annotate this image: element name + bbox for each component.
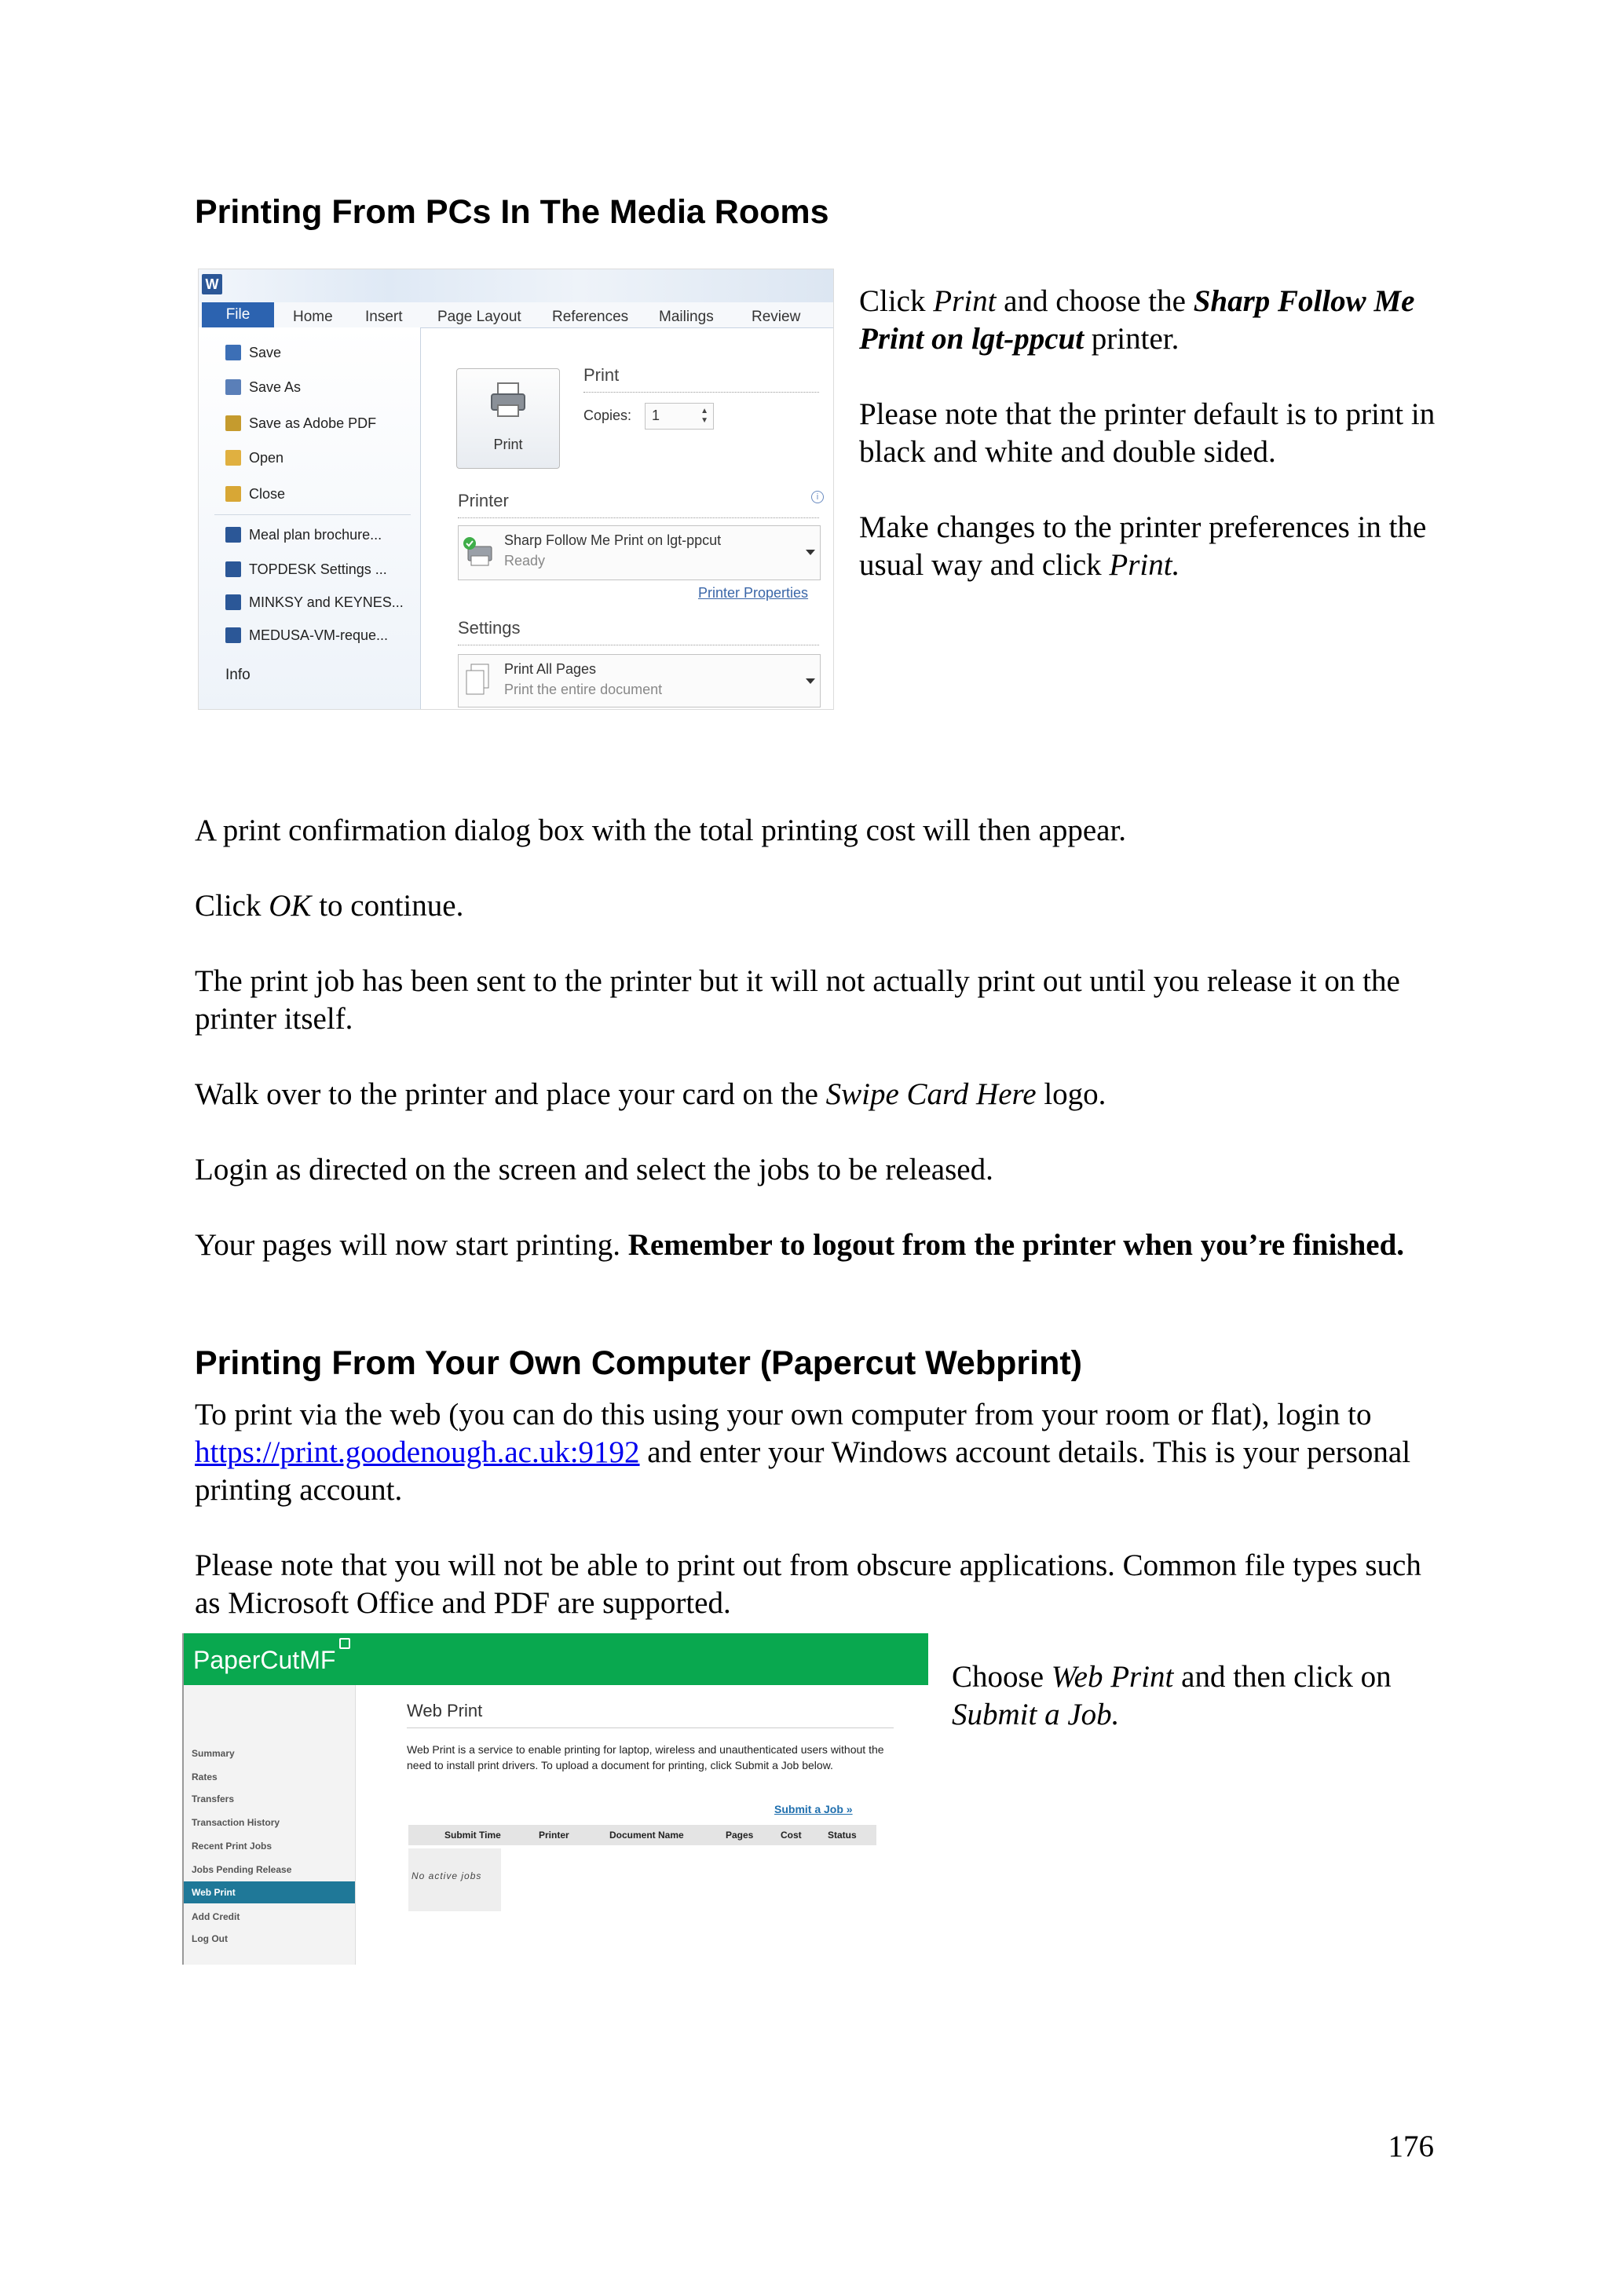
printer-heading: Printer [458,491,509,510]
word-titlebar [199,269,833,302]
nav-summary[interactable]: Summary [192,1748,235,1759]
no-active-jobs-text: No active jobs [411,1870,482,1881]
instruction-submit-job: Choose Web Print and then click on Submit a Job. [952,1660,1392,1731]
section-heading-media-rooms: Printing From PCs In The Media Rooms [195,193,829,231]
print-rule [583,392,819,393]
instruction-preferences: Make changes to the printer preferences in the usual way and click Print. [859,510,1427,582]
nav-recent-print-jobs[interactable]: Recent Print Jobs [192,1841,272,1852]
logo-mark-icon [339,1638,350,1649]
word-tab-file[interactable]: File [202,302,274,327]
menu-save-as-pdf[interactable]: Save as Adobe PDF [249,415,377,431]
word-app-icon: W [202,274,222,294]
recent-doc[interactable]: Meal plan brochure... [249,527,382,543]
settings-option: Print All Pages [504,661,597,677]
nav-jobs-pending-release[interactable]: Jobs Pending Release [192,1864,292,1875]
nav-rates[interactable]: Rates [192,1771,218,1782]
col-printer: Printer [539,1830,569,1841]
spinner-arrows-icon[interactable]: ▲ ▼ [700,407,708,425]
instruction-default-note: Please note that the printer default is to print in black and white and double sided. [859,397,1436,469]
para-print-job-sent: The print job has been sent to the printer but it will not actually print out until you release it on the printer itself. [195,964,1400,1036]
word-tab-insert[interactable]: Insert [365,309,403,325]
papercut-header [184,1633,928,1685]
printer-ready-icon [462,536,496,570]
menu-divider [214,514,411,515]
word-doc-icon [225,561,241,577]
webprint-instructions [195,1396,1443,1622]
printer-dropdown[interactable] [458,525,821,580]
webprint-url-link[interactable]: https://print.goodenough.ac.uk:9192 [195,1435,640,1469]
word-doc-icon [225,594,241,610]
para-login: Login as directed on the screen and select the jobs to be released. [195,1153,993,1186]
recent-doc[interactable]: MINKSY and KEYNES... [249,594,404,610]
save-icon [225,345,241,360]
chevron-down-icon [806,678,815,684]
webprint-right-instructions [952,1658,1454,1734]
print-button[interactable] [456,368,560,469]
info-icon[interactable]: i [811,491,824,503]
menu-info[interactable]: Info [225,667,251,683]
copies-value: 1 [652,408,660,423]
printer-properties-link[interactable]: Printer Properties [698,585,809,601]
settings-sub: Print the entire document [504,682,663,697]
save-as-icon [225,379,241,395]
settings-heading: Settings [458,618,521,638]
chevron-down-icon [806,550,815,555]
title-rule [407,1727,894,1728]
release-instructions [195,812,1436,1264]
printer-name: Sharp Follow Me Print on lgt-ppcut [504,532,722,548]
nav-transaction-history[interactable]: Transaction History [192,1817,280,1828]
para-logout-reminder: Your pages will now start printing. Remember to logout from the printer when you’re finished. [195,1228,1405,1262]
word-print-screenshot [198,269,834,710]
menu-open[interactable]: Open [249,450,284,466]
col-cost: Cost [781,1830,802,1841]
papercut-webprint-screenshot [182,1633,928,1965]
para-webprint-login: To print via the web (you can do this using your own computer from your room or flat), login to https://print.goodenough.ac.uk:9192 and enter your Windows account details. This is your personal printing account. [195,1398,1411,1507]
word-tab-mailings[interactable]: Mailings [659,309,714,325]
empty-jobs-cell [408,1848,501,1911]
recent-doc[interactable]: TOPDESK Settings ... [249,561,387,577]
folder-close-icon [225,486,241,502]
instruction-choose-printer: Click Print and choose the Sharp Follow Me Print on lgt-ppcut printer. [859,284,1415,356]
folder-open-icon [225,450,241,466]
para-click-ok: Click OK to continue. [195,889,464,923]
printer-rule [458,517,819,518]
para-swipe-card: Walk over to the printer and place your card on the Swipe Card Here logo. [195,1077,1106,1111]
printer-status: Ready [504,553,546,569]
papercut-description: Web Print is a service to enable printing for laptop, wireless and unauthenticated users without the need to install print drivers. To upload a document for printing, click Submit a Job below. [407,1743,884,1771]
print-heading: Print [583,365,620,385]
menu-close[interactable]: Close [249,486,286,502]
word-tab-review[interactable]: Review [752,309,801,325]
para-supported-types: Please note that you will not be able to print out from obscure applications. Common file types such as Microsoft Office and PDF are supported. [195,1548,1421,1620]
copies-spinner[interactable] [645,403,714,430]
page-number: 176 [1388,2130,1434,2163]
para-confirmation: A print confirmation dialog box with the total printing cost will then appear. [195,813,1127,847]
papercut-sidebar [184,1685,356,1965]
col-document-name: Document Name [609,1830,684,1841]
recent-doc[interactable]: MEDUSA-VM-reque... [249,627,389,643]
copies-label: Copies: [583,408,632,423]
papercut-page-title: Web Print [407,1701,483,1720]
section-heading-webprint: Printing From Your Own Computer (Papercut Webprint) [195,1344,1082,1382]
nav-add-credit[interactable]: Add Credit [192,1911,240,1922]
papercut-logo: PaperCutMF [193,1646,336,1674]
word-tab-references[interactable]: References [552,309,629,325]
pages-icon [463,663,492,697]
word-tab-page-layout[interactable]: Page Layout [437,309,521,325]
submit-job-link[interactable]: Submit a Job » [774,1803,853,1815]
word-backstage-menu [199,327,421,709]
settings-dropdown[interactable] [458,654,821,707]
word-doc-icon [225,527,241,543]
print-button-label: Print [493,437,523,452]
col-pages: Pages [726,1830,754,1841]
nav-log-out[interactable]: Log Out [192,1933,228,1944]
menu-save[interactable]: Save [249,345,282,360]
word-doc-icon [225,627,241,643]
col-submit-time: Submit Time [444,1830,501,1841]
word-tab-home[interactable]: Home [293,309,333,325]
col-status: Status [828,1830,857,1841]
nav-transfers[interactable]: Transfers [192,1793,235,1804]
media-room-instructions [859,283,1440,584]
nav-web-print[interactable]: Web Print [184,1881,355,1903]
printer-icon [488,380,528,419]
pdf-icon [225,415,241,431]
menu-save-as[interactable]: Save As [249,379,302,395]
